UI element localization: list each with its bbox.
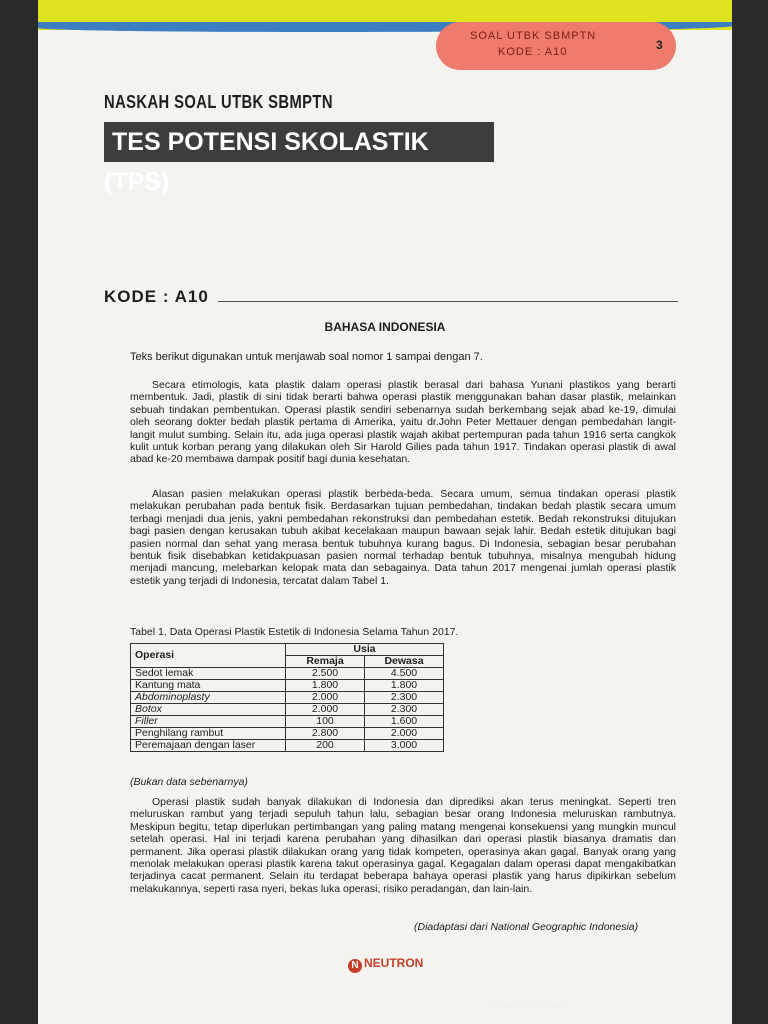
- document-page: [38, 0, 732, 1024]
- cell-remaja: 2.800: [286, 728, 365, 740]
- cell-remaja: 2.000: [286, 704, 365, 716]
- table-row: [131, 668, 444, 680]
- cell-remaja: 100: [286, 716, 365, 728]
- cell-dewasa: 2.300: [365, 704, 444, 716]
- header-code-tab: [436, 22, 676, 70]
- cell-operasi: Kantung mata: [131, 680, 286, 692]
- cell-operasi: Sedot lemak: [131, 668, 286, 680]
- doc-subtitle: NASKAH SOAL UTBK SBMPTN: [104, 92, 333, 112]
- neutron-logo-icon: N: [348, 959, 362, 973]
- table-note: (Bukan data sebenarnya): [130, 776, 248, 788]
- cell-dewasa: 1.800: [365, 680, 444, 692]
- col-operasi: Operasi: [131, 644, 286, 668]
- cell-dewasa: 2.000: [365, 728, 444, 740]
- col-dewasa: Dewasa: [365, 656, 444, 668]
- cell-operasi: Filler: [131, 716, 286, 728]
- section-title: BAHASA INDONESIA: [324, 320, 446, 334]
- cell-dewasa: 4.500: [365, 668, 444, 680]
- doc-title: TES POTENSI SKOLASTIK (TPS): [104, 122, 494, 162]
- header-tab-code: KODE : A10: [498, 46, 568, 58]
- table-row: [131, 716, 444, 728]
- paragraph-2: Alasan pasien melakukan operasi plastik berbeda-beda. Secara umum, semua tindakan operasi plastik melakukan perubahan pada bentuk fisik. Berdasarkan tujuan pembedahan, tindakan bedah plastik secara umum terbagi menjadi dua jenis, yakni pembedahan rekonstruksi dan pembedahan estetik. Bedah rekonstruksi ditujukan bagi pasien dengan kerusakan tubuh akibat kecelakaan maupun bawaan sejak lahir. Bedah estetik ditujukan bagi pasien normal dan sehat yang merasa bentuk tubuhnya kurang bagus. Di Indonesia, sebagian besar perubahan bentuk fisik disebabkan ketidakpuasan pasien normal terhadap bentuk tubuhnya, misalnya mengubah hidung menjadi mancung, melebarkan kelopak mata dan sebagainya. Data tahun 2017 mengenai jumlah operasi plastik estetik yang terjadi di Indonesia, tercatat dalam Tabel 1.: [130, 488, 676, 587]
- neutron-logo: [348, 956, 423, 973]
- paragraph-1: Secara etimologis, kata plastik dalam operasi plastik berasal dari bahasa Yunani plastikos yang berarti membentuk. Jadi, plastik di sini tidak berarti bahwa operasi plastik menggunakan bahan dasar plastik, melainkan sebuah tindakan pembentukan. Operasi plastik sendiri sebenarnya sudah berkembang sejak abad ke-19, dimulai oleh seorang dokter bedah plastik pertama di Amerika, yaitu dr.John Peter Mettauer dengan pembedahan langit-langit mulut sumbing. Selain itu, ada juga operasi plastik wajah akibat pertempuran pada tahun 1916 serta cangkok kulit untuk korban perang yang dilakukan oleh Sir Harold Gilies pada tahun 1917. Tindakan operasi plastik di awal abad ke-20 membawa dampak positif bagi dunia kesehatan.: [130, 379, 676, 466]
- header-tab-title: SOAL UTBK SBMPTN: [470, 30, 597, 42]
- cell-operasi: Penghilang rambut: [131, 728, 286, 740]
- source-citation: (Diadaptasi dari National Geographic Indonesia): [414, 921, 639, 933]
- kode-divider: [218, 301, 678, 302]
- cell-remaja: 2.500: [286, 668, 365, 680]
- table-row: [131, 704, 444, 716]
- cell-dewasa: 2.300: [365, 692, 444, 704]
- paragraph-3: Operasi plastik sudah banyak dilakukan di Indonesia dan diprediksi akan terus meningkat. Seperti tren meluruskan rambut yang terjadi sepuluh tahun lalu, sebagian besar orang Indonesia meluruskan rambutnya. Meskipun begitu, tetap diperlukan pertimbangan yang paling matang mengenai konsekuensi yang mungkin muncul setelah operasi. Hal ini terjadi karena perubahan yang dihasilkan dari operasi plastik biasanya dramatis dan permanent. Jika operasi plastik dilakukan orang yang tidak kompeten, operasinya akan gagal. Banyak orang yang menolak melakukan operasi plastik karena takut operasinya gagal. Kegagalan dalam operasi dapat mengakibatkan terjadinya cacat permanent. Selain itu terdapat beberapa bahaya operasi plastik yang harus dipikirkan sebelum melakukannya, seperti rasa nyeri, bekas luka operasi, risiko peradangan, dan lain-lain.: [130, 796, 676, 895]
- scanner-watermark: Scanned with CamScanner: [495, 1004, 568, 1010]
- col-remaja: Remaja: [286, 656, 365, 668]
- cell-remaja: 200: [286, 740, 365, 752]
- cell-dewasa: 1.600: [365, 716, 444, 728]
- kode-label: KODE : A10: [104, 287, 209, 306]
- table-row: [131, 728, 444, 740]
- cell-operasi: Abdominoplasty: [131, 692, 286, 704]
- cell-operasi: Peremajaan dengan laser: [131, 740, 286, 752]
- page-number: 3: [656, 38, 663, 52]
- table-header-row: [131, 644, 444, 656]
- cell-operasi: Botox: [131, 704, 286, 716]
- intro-text: Teks berikut digunakan untuk menjawab soal nomor 1 sampai dengan 7.: [130, 351, 483, 363]
- data-table: [130, 643, 444, 752]
- table-row: [131, 692, 444, 704]
- table-row: [131, 740, 444, 752]
- cell-remaja: 1.800: [286, 680, 365, 692]
- cell-dewasa: 3.000: [365, 740, 444, 752]
- table-row: [131, 680, 444, 692]
- brand-name: NEUTRON: [364, 956, 424, 970]
- table-caption: Tabel 1. Data Operasi Plastik Estetik di Indonesia Selama Tahun 2017.: [130, 626, 459, 638]
- col-usia: Usia: [286, 644, 444, 656]
- cell-remaja: 2.000: [286, 692, 365, 704]
